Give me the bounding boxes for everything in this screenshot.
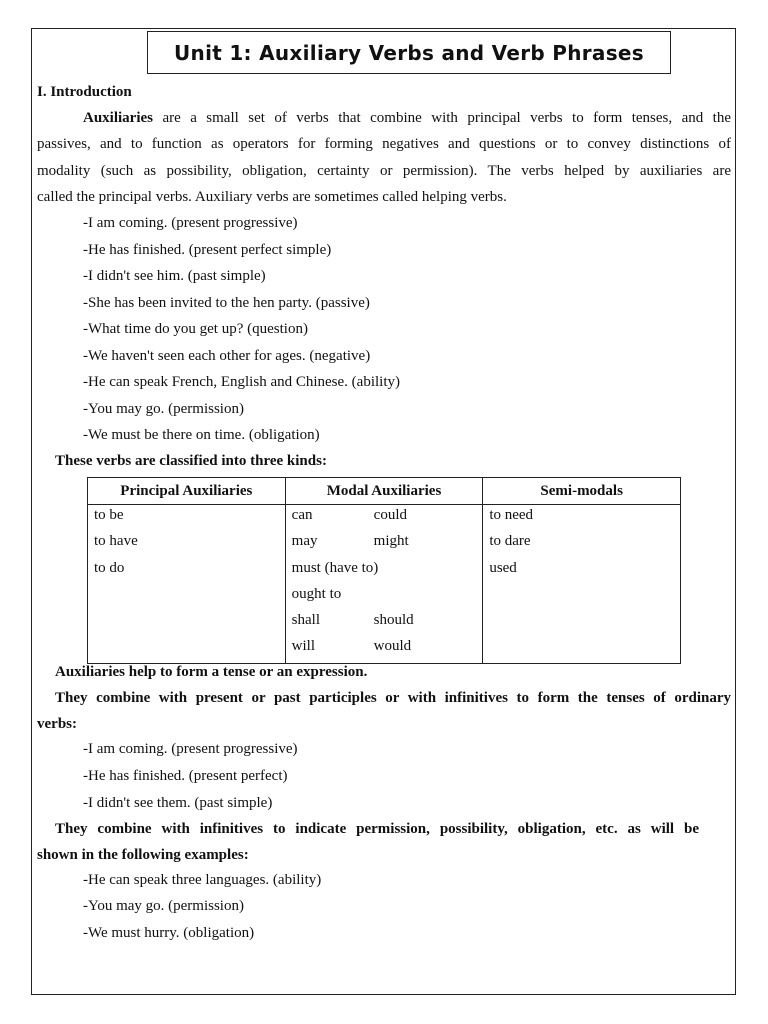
list-item: shall should (291, 612, 414, 629)
example-line: -I am coming. (present progressive) (83, 215, 298, 231)
example-line: -I didn't see him. (past simple) (83, 268, 266, 284)
example-line: -He can speak French, English and Chinese. (ability) (83, 374, 400, 390)
example-line: -I didn't see them. (past simple) (83, 795, 273, 811)
example-line: -We must be there on time. (obligation) (83, 427, 320, 443)
list-item: may might (291, 533, 409, 550)
list-item: can could (291, 507, 407, 523)
semi-modal-cell (483, 505, 681, 664)
list-item: to need (489, 507, 534, 523)
example-line: -I am coming. (present progressive) (83, 741, 298, 757)
section-heading: I. Introduction (37, 84, 132, 100)
combine-1-line-1: They combine with present or past participles or with infinitives to form the tenses of ordinary (55, 690, 731, 706)
table-header: Modal Auxiliaries (285, 478, 483, 505)
principal-cell (88, 505, 286, 664)
intro-line-3: modality (such as possibility, obligation, certainty or permission). The verbs helped by auxiliaries are (37, 163, 731, 179)
combine-2-line-1: They combine with infinitives to indicate permission, possibility, obligation, etc. as will be (55, 821, 699, 837)
combine-2-line-2: shown in the following examples: (37, 847, 249, 863)
table-header: Principal Auxiliaries (88, 478, 286, 505)
example-line: -You may go. (permission) (83, 401, 244, 417)
example-line: -He has finished. (present perfect simple) (83, 242, 332, 258)
list-item: to do (94, 559, 125, 576)
list-item: to be (94, 507, 124, 523)
example-line: -He has finished. (present perfect) (83, 768, 288, 784)
list-item: must (have to) (291, 559, 379, 576)
example-line: -She has been invited to the hen party. (passive) (83, 295, 370, 311)
list-item: used (489, 559, 517, 576)
modal-cell (285, 505, 483, 664)
intro-line-1 (83, 109, 731, 127)
example-line: -We must hurry. (obligation) (83, 925, 255, 941)
intro-line-4: called the principal verbs. Auxiliary verbs are sometimes called helping verbs. (37, 189, 507, 205)
example-line: -We haven't seen each other for ages. (negative) (83, 348, 371, 364)
table-header: Semi-modals (483, 478, 681, 505)
help-form-heading: Auxiliaries help to form a tense or an expression. (55, 664, 368, 680)
example-line: -You may go. (permission) (83, 898, 244, 914)
intro-bold-word: Auxiliaries (83, 110, 153, 126)
auxiliary-kinds-table (87, 477, 681, 664)
unit-title: Unit 1: Auxiliary Verbs and Verb Phrases (147, 31, 671, 74)
intro-line-1-text: are a small set of verbs that combine with principal verbs to form tenses, and the (162, 110, 732, 126)
intro-line-2: passives, and to function as operators for forming negatives and questions or to convey distinctions of (37, 136, 731, 152)
classified-heading: These verbs are classified into three kinds: (55, 453, 327, 469)
list-item: ought to (291, 585, 342, 602)
list-item: to have (94, 533, 138, 550)
example-line: -He can speak three languages. (ability) (83, 872, 322, 888)
example-line: -What time do you get up? (question) (83, 321, 308, 337)
list-item: to dare (489, 533, 531, 550)
combine-1-line-2: verbs: (37, 716, 77, 732)
list-item: will would (291, 638, 412, 655)
